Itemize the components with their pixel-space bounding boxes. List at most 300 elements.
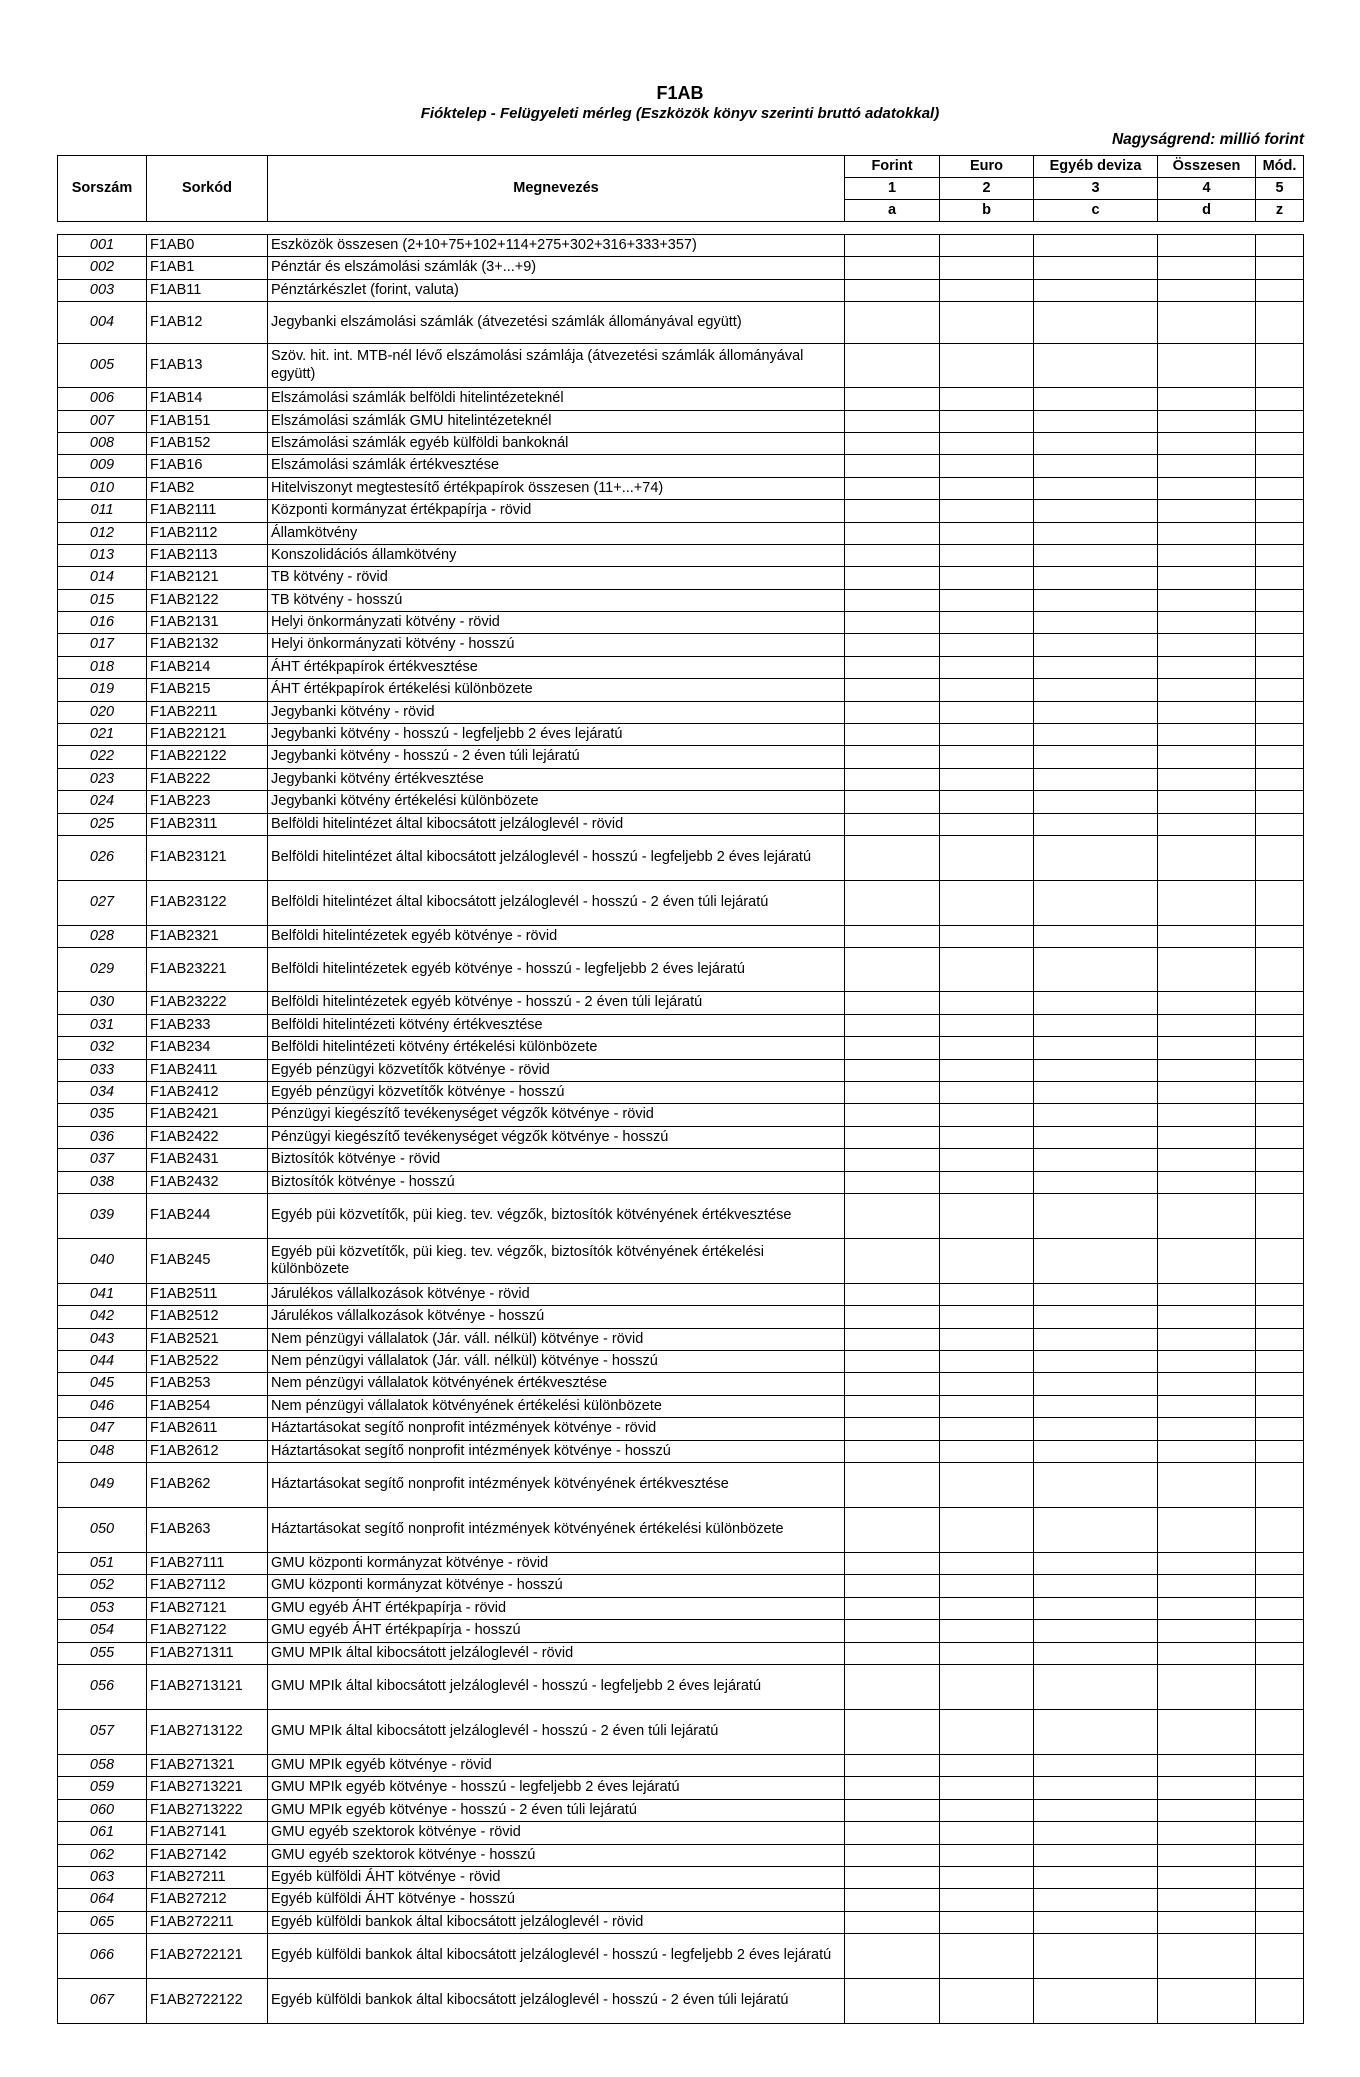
osszesen-cell[interactable] — [1158, 455, 1256, 477]
egyeb-deviza-cell[interactable] — [1034, 1553, 1158, 1575]
forint-cell[interactable] — [845, 257, 940, 279]
egyeb-deviza-cell[interactable] — [1034, 1889, 1158, 1911]
osszesen-cell[interactable] — [1158, 1799, 1256, 1821]
mod-cell[interactable] — [1256, 1754, 1304, 1776]
euro-cell[interactable] — [940, 1373, 1034, 1395]
euro-cell[interactable] — [940, 455, 1034, 477]
forint-cell[interactable] — [845, 302, 940, 344]
euro-cell[interactable] — [940, 679, 1034, 701]
osszesen-cell[interactable] — [1158, 1934, 1256, 1979]
osszesen-cell[interactable] — [1158, 522, 1256, 544]
euro-cell[interactable] — [940, 634, 1034, 656]
mod-cell[interactable] — [1256, 880, 1304, 925]
mod-cell[interactable] — [1256, 1979, 1304, 2024]
osszesen-cell[interactable] — [1158, 1014, 1256, 1036]
egyeb-deviza-cell[interactable] — [1034, 1171, 1158, 1193]
euro-cell[interactable] — [940, 1418, 1034, 1440]
euro-cell[interactable] — [940, 1754, 1034, 1776]
osszesen-cell[interactable] — [1158, 1126, 1256, 1148]
mod-cell[interactable] — [1256, 925, 1304, 947]
euro-cell[interactable] — [940, 1575, 1034, 1597]
mod-cell[interactable] — [1256, 432, 1304, 454]
egyeb-deviza-cell[interactable] — [1034, 522, 1158, 544]
forint-cell[interactable] — [845, 279, 940, 301]
egyeb-deviza-cell[interactable] — [1034, 1979, 1158, 2024]
mod-cell[interactable] — [1256, 455, 1304, 477]
mod-cell[interactable] — [1256, 992, 1304, 1014]
forint-cell[interactable] — [845, 948, 940, 992]
egyeb-deviza-cell[interactable] — [1034, 925, 1158, 947]
mod-cell[interactable] — [1256, 522, 1304, 544]
osszesen-cell[interactable] — [1158, 1395, 1256, 1417]
mod-cell[interactable] — [1256, 1059, 1304, 1081]
forint-cell[interactable] — [845, 1373, 940, 1395]
egyeb-deviza-cell[interactable] — [1034, 948, 1158, 992]
egyeb-deviza-cell[interactable] — [1034, 302, 1158, 344]
forint-cell[interactable] — [845, 1463, 940, 1508]
osszesen-cell[interactable] — [1158, 724, 1256, 746]
osszesen-cell[interactable] — [1158, 1575, 1256, 1597]
egyeb-deviza-cell[interactable] — [1034, 388, 1158, 410]
osszesen-cell[interactable] — [1158, 1911, 1256, 1933]
osszesen-cell[interactable] — [1158, 1037, 1256, 1059]
euro-cell[interactable] — [940, 257, 1034, 279]
egyeb-deviza-cell[interactable] — [1034, 1934, 1158, 1979]
osszesen-cell[interactable] — [1158, 1373, 1256, 1395]
osszesen-cell[interactable] — [1158, 1463, 1256, 1508]
mod-cell[interactable] — [1256, 1463, 1304, 1508]
mod-cell[interactable] — [1256, 544, 1304, 566]
euro-cell[interactable] — [940, 477, 1034, 499]
euro-cell[interactable] — [940, 235, 1034, 257]
mod-cell[interactable] — [1256, 1911, 1304, 1933]
mod-cell[interactable] — [1256, 567, 1304, 589]
egyeb-deviza-cell[interactable] — [1034, 477, 1158, 499]
forint-cell[interactable] — [845, 1664, 940, 1709]
mod-cell[interactable] — [1256, 679, 1304, 701]
osszesen-cell[interactable] — [1158, 1754, 1256, 1776]
euro-cell[interactable] — [940, 432, 1034, 454]
osszesen-cell[interactable] — [1158, 1620, 1256, 1642]
osszesen-cell[interactable] — [1158, 1553, 1256, 1575]
mod-cell[interactable] — [1256, 388, 1304, 410]
egyeb-deviza-cell[interactable] — [1034, 768, 1158, 790]
euro-cell[interactable] — [940, 1014, 1034, 1036]
osszesen-cell[interactable] — [1158, 1440, 1256, 1462]
mod-cell[interactable] — [1256, 1328, 1304, 1350]
osszesen-cell[interactable] — [1158, 746, 1256, 768]
mod-cell[interactable] — [1256, 302, 1304, 344]
forint-cell[interactable] — [845, 432, 940, 454]
mod-cell[interactable] — [1256, 500, 1304, 522]
mod-cell[interactable] — [1256, 1866, 1304, 1888]
osszesen-cell[interactable] — [1158, 1777, 1256, 1799]
osszesen-cell[interactable] — [1158, 1889, 1256, 1911]
osszesen-cell[interactable] — [1158, 410, 1256, 432]
forint-cell[interactable] — [845, 612, 940, 634]
egyeb-deviza-cell[interactable] — [1034, 1799, 1158, 1821]
egyeb-deviza-cell[interactable] — [1034, 746, 1158, 768]
egyeb-deviza-cell[interactable] — [1034, 1418, 1158, 1440]
mod-cell[interactable] — [1256, 701, 1304, 723]
forint-cell[interactable] — [845, 1889, 940, 1911]
mod-cell[interactable] — [1256, 1620, 1304, 1642]
egyeb-deviza-cell[interactable] — [1034, 1193, 1158, 1238]
euro-cell[interactable] — [940, 948, 1034, 992]
mod-cell[interactable] — [1256, 1642, 1304, 1664]
osszesen-cell[interactable] — [1158, 1642, 1256, 1664]
egyeb-deviza-cell[interactable] — [1034, 813, 1158, 835]
euro-cell[interactable] — [940, 1979, 1034, 2024]
osszesen-cell[interactable] — [1158, 500, 1256, 522]
egyeb-deviza-cell[interactable] — [1034, 1306, 1158, 1328]
mod-cell[interactable] — [1256, 1306, 1304, 1328]
egyeb-deviza-cell[interactable] — [1034, 701, 1158, 723]
osszesen-cell[interactable] — [1158, 1664, 1256, 1709]
mod-cell[interactable] — [1256, 1373, 1304, 1395]
mod-cell[interactable] — [1256, 612, 1304, 634]
euro-cell[interactable] — [940, 1463, 1034, 1508]
euro-cell[interactable] — [940, 1822, 1034, 1844]
forint-cell[interactable] — [845, 500, 940, 522]
mod-cell[interactable] — [1256, 279, 1304, 301]
osszesen-cell[interactable] — [1158, 1979, 1256, 2024]
forint-cell[interactable] — [845, 724, 940, 746]
euro-cell[interactable] — [940, 768, 1034, 790]
mod-cell[interactable] — [1256, 1418, 1304, 1440]
euro-cell[interactable] — [940, 522, 1034, 544]
mod-cell[interactable] — [1256, 634, 1304, 656]
mod-cell[interactable] — [1256, 1709, 1304, 1754]
mod-cell[interactable] — [1256, 1597, 1304, 1619]
egyeb-deviza-cell[interactable] — [1034, 679, 1158, 701]
forint-cell[interactable] — [845, 455, 940, 477]
mod-cell[interactable] — [1256, 1664, 1304, 1709]
euro-cell[interactable] — [940, 746, 1034, 768]
mod-cell[interactable] — [1256, 257, 1304, 279]
egyeb-deviza-cell[interactable] — [1034, 1777, 1158, 1799]
forint-cell[interactable] — [845, 1149, 940, 1171]
osszesen-cell[interactable] — [1158, 1351, 1256, 1373]
osszesen-cell[interactable] — [1158, 768, 1256, 790]
mod-cell[interactable] — [1256, 477, 1304, 499]
euro-cell[interactable] — [940, 1149, 1034, 1171]
euro-cell[interactable] — [940, 835, 1034, 880]
egyeb-deviza-cell[interactable] — [1034, 1463, 1158, 1508]
egyeb-deviza-cell[interactable] — [1034, 791, 1158, 813]
osszesen-cell[interactable] — [1158, 1866, 1256, 1888]
mod-cell[interactable] — [1256, 1126, 1304, 1148]
euro-cell[interactable] — [940, 544, 1034, 566]
egyeb-deviza-cell[interactable] — [1034, 1754, 1158, 1776]
euro-cell[interactable] — [940, 724, 1034, 746]
osszesen-cell[interactable] — [1158, 948, 1256, 992]
forint-cell[interactable] — [845, 835, 940, 880]
forint-cell[interactable] — [845, 522, 940, 544]
mod-cell[interactable] — [1256, 1081, 1304, 1103]
egyeb-deviza-cell[interactable] — [1034, 1283, 1158, 1305]
mod-cell[interactable] — [1256, 1171, 1304, 1193]
forint-cell[interactable] — [845, 679, 940, 701]
egyeb-deviza-cell[interactable] — [1034, 1508, 1158, 1553]
euro-cell[interactable] — [940, 1171, 1034, 1193]
osszesen-cell[interactable] — [1158, 344, 1256, 388]
euro-cell[interactable] — [940, 1911, 1034, 1933]
mod-cell[interactable] — [1256, 1440, 1304, 1462]
mod-cell[interactable] — [1256, 1149, 1304, 1171]
mod-cell[interactable] — [1256, 1193, 1304, 1238]
osszesen-cell[interactable] — [1158, 589, 1256, 611]
egyeb-deviza-cell[interactable] — [1034, 1575, 1158, 1597]
forint-cell[interactable] — [845, 1709, 940, 1754]
osszesen-cell[interactable] — [1158, 791, 1256, 813]
euro-cell[interactable] — [940, 1306, 1034, 1328]
egyeb-deviza-cell[interactable] — [1034, 612, 1158, 634]
euro-cell[interactable] — [940, 1193, 1034, 1238]
euro-cell[interactable] — [940, 1104, 1034, 1126]
osszesen-cell[interactable] — [1158, 1238, 1256, 1283]
egyeb-deviza-cell[interactable] — [1034, 1866, 1158, 1888]
osszesen-cell[interactable] — [1158, 634, 1256, 656]
euro-cell[interactable] — [940, 1553, 1034, 1575]
forint-cell[interactable] — [845, 813, 940, 835]
egyeb-deviza-cell[interactable] — [1034, 1238, 1158, 1283]
mod-cell[interactable] — [1256, 948, 1304, 992]
forint-cell[interactable] — [845, 544, 940, 566]
egyeb-deviza-cell[interactable] — [1034, 544, 1158, 566]
osszesen-cell[interactable] — [1158, 1193, 1256, 1238]
forint-cell[interactable] — [845, 1597, 940, 1619]
euro-cell[interactable] — [940, 612, 1034, 634]
osszesen-cell[interactable] — [1158, 567, 1256, 589]
osszesen-cell[interactable] — [1158, 432, 1256, 454]
mod-cell[interactable] — [1256, 768, 1304, 790]
mod-cell[interactable] — [1256, 656, 1304, 678]
forint-cell[interactable] — [845, 1104, 940, 1126]
mod-cell[interactable] — [1256, 1822, 1304, 1844]
euro-cell[interactable] — [940, 1395, 1034, 1417]
osszesen-cell[interactable] — [1158, 388, 1256, 410]
egyeb-deviza-cell[interactable] — [1034, 1059, 1158, 1081]
osszesen-cell[interactable] — [1158, 701, 1256, 723]
egyeb-deviza-cell[interactable] — [1034, 589, 1158, 611]
osszesen-cell[interactable] — [1158, 1822, 1256, 1844]
euro-cell[interactable] — [940, 1440, 1034, 1462]
egyeb-deviza-cell[interactable] — [1034, 1395, 1158, 1417]
euro-cell[interactable] — [940, 813, 1034, 835]
osszesen-cell[interactable] — [1158, 1149, 1256, 1171]
forint-cell[interactable] — [845, 1911, 940, 1933]
euro-cell[interactable] — [940, 500, 1034, 522]
osszesen-cell[interactable] — [1158, 1508, 1256, 1553]
euro-cell[interactable] — [940, 1889, 1034, 1911]
euro-cell[interactable] — [940, 1620, 1034, 1642]
forint-cell[interactable] — [845, 1283, 940, 1305]
egyeb-deviza-cell[interactable] — [1034, 1104, 1158, 1126]
euro-cell[interactable] — [940, 1508, 1034, 1553]
mod-cell[interactable] — [1256, 1395, 1304, 1417]
forint-cell[interactable] — [845, 1081, 940, 1103]
egyeb-deviza-cell[interactable] — [1034, 500, 1158, 522]
mod-cell[interactable] — [1256, 835, 1304, 880]
euro-cell[interactable] — [940, 589, 1034, 611]
egyeb-deviza-cell[interactable] — [1034, 1014, 1158, 1036]
forint-cell[interactable] — [845, 1395, 940, 1417]
forint-cell[interactable] — [845, 235, 940, 257]
euro-cell[interactable] — [940, 880, 1034, 925]
forint-cell[interactable] — [845, 1844, 940, 1866]
euro-cell[interactable] — [940, 925, 1034, 947]
forint-cell[interactable] — [845, 410, 940, 432]
forint-cell[interactable] — [845, 1508, 940, 1553]
forint-cell[interactable] — [845, 1934, 940, 1979]
mod-cell[interactable] — [1256, 1037, 1304, 1059]
forint-cell[interactable] — [845, 1193, 940, 1238]
mod-cell[interactable] — [1256, 724, 1304, 746]
mod-cell[interactable] — [1256, 1238, 1304, 1283]
osszesen-cell[interactable] — [1158, 656, 1256, 678]
mod-cell[interactable] — [1256, 1844, 1304, 1866]
euro-cell[interactable] — [940, 1642, 1034, 1664]
egyeb-deviza-cell[interactable] — [1034, 992, 1158, 1014]
euro-cell[interactable] — [940, 791, 1034, 813]
mod-cell[interactable] — [1256, 746, 1304, 768]
egyeb-deviza-cell[interactable] — [1034, 257, 1158, 279]
euro-cell[interactable] — [940, 1283, 1034, 1305]
egyeb-deviza-cell[interactable] — [1034, 1081, 1158, 1103]
forint-cell[interactable] — [845, 477, 940, 499]
mod-cell[interactable] — [1256, 813, 1304, 835]
forint-cell[interactable] — [845, 1238, 940, 1283]
egyeb-deviza-cell[interactable] — [1034, 279, 1158, 301]
euro-cell[interactable] — [940, 656, 1034, 678]
osszesen-cell[interactable] — [1158, 1283, 1256, 1305]
forint-cell[interactable] — [845, 1822, 940, 1844]
euro-cell[interactable] — [940, 1351, 1034, 1373]
osszesen-cell[interactable] — [1158, 612, 1256, 634]
egyeb-deviza-cell[interactable] — [1034, 1597, 1158, 1619]
euro-cell[interactable] — [940, 701, 1034, 723]
egyeb-deviza-cell[interactable] — [1034, 1328, 1158, 1350]
forint-cell[interactable] — [845, 344, 940, 388]
osszesen-cell[interactable] — [1158, 1081, 1256, 1103]
forint-cell[interactable] — [845, 746, 940, 768]
mod-cell[interactable] — [1256, 1508, 1304, 1553]
forint-cell[interactable] — [845, 1014, 940, 1036]
egyeb-deviza-cell[interactable] — [1034, 1642, 1158, 1664]
forint-cell[interactable] — [845, 1575, 940, 1597]
euro-cell[interactable] — [940, 1866, 1034, 1888]
osszesen-cell[interactable] — [1158, 257, 1256, 279]
osszesen-cell[interactable] — [1158, 279, 1256, 301]
forint-cell[interactable] — [845, 567, 940, 589]
egyeb-deviza-cell[interactable] — [1034, 1709, 1158, 1754]
forint-cell[interactable] — [845, 1620, 940, 1642]
egyeb-deviza-cell[interactable] — [1034, 1911, 1158, 1933]
forint-cell[interactable] — [845, 791, 940, 813]
egyeb-deviza-cell[interactable] — [1034, 432, 1158, 454]
forint-cell[interactable] — [845, 1642, 940, 1664]
mod-cell[interactable] — [1256, 589, 1304, 611]
egyeb-deviza-cell[interactable] — [1034, 344, 1158, 388]
euro-cell[interactable] — [940, 1328, 1034, 1350]
euro-cell[interactable] — [940, 410, 1034, 432]
egyeb-deviza-cell[interactable] — [1034, 880, 1158, 925]
mod-cell[interactable] — [1256, 1799, 1304, 1821]
osszesen-cell[interactable] — [1158, 1597, 1256, 1619]
osszesen-cell[interactable] — [1158, 1844, 1256, 1866]
egyeb-deviza-cell[interactable] — [1034, 724, 1158, 746]
mod-cell[interactable] — [1256, 235, 1304, 257]
mod-cell[interactable] — [1256, 1553, 1304, 1575]
egyeb-deviza-cell[interactable] — [1034, 235, 1158, 257]
forint-cell[interactable] — [845, 1799, 940, 1821]
euro-cell[interactable] — [940, 1126, 1034, 1148]
forint-cell[interactable] — [845, 1059, 940, 1081]
osszesen-cell[interactable] — [1158, 679, 1256, 701]
egyeb-deviza-cell[interactable] — [1034, 455, 1158, 477]
egyeb-deviza-cell[interactable] — [1034, 567, 1158, 589]
mod-cell[interactable] — [1256, 1283, 1304, 1305]
euro-cell[interactable] — [940, 1059, 1034, 1081]
egyeb-deviza-cell[interactable] — [1034, 1149, 1158, 1171]
forint-cell[interactable] — [845, 1306, 940, 1328]
forint-cell[interactable] — [845, 1440, 940, 1462]
forint-cell[interactable] — [845, 1171, 940, 1193]
euro-cell[interactable] — [940, 1664, 1034, 1709]
egyeb-deviza-cell[interactable] — [1034, 1620, 1158, 1642]
osszesen-cell[interactable] — [1158, 235, 1256, 257]
forint-cell[interactable] — [845, 992, 940, 1014]
egyeb-deviza-cell[interactable] — [1034, 1351, 1158, 1373]
osszesen-cell[interactable] — [1158, 813, 1256, 835]
forint-cell[interactable] — [845, 1754, 940, 1776]
mod-cell[interactable] — [1256, 410, 1304, 432]
mod-cell[interactable] — [1256, 344, 1304, 388]
osszesen-cell[interactable] — [1158, 992, 1256, 1014]
egyeb-deviza-cell[interactable] — [1034, 1373, 1158, 1395]
euro-cell[interactable] — [940, 1844, 1034, 1866]
forint-cell[interactable] — [845, 1126, 940, 1148]
euro-cell[interactable] — [940, 1597, 1034, 1619]
forint-cell[interactable] — [845, 1328, 940, 1350]
mod-cell[interactable] — [1256, 1934, 1304, 1979]
forint-cell[interactable] — [845, 925, 940, 947]
forint-cell[interactable] — [845, 656, 940, 678]
euro-cell[interactable] — [940, 1934, 1034, 1979]
egyeb-deviza-cell[interactable] — [1034, 1664, 1158, 1709]
forint-cell[interactable] — [845, 1037, 940, 1059]
osszesen-cell[interactable] — [1158, 477, 1256, 499]
mod-cell[interactable] — [1256, 791, 1304, 813]
egyeb-deviza-cell[interactable] — [1034, 1440, 1158, 1462]
forint-cell[interactable] — [845, 1351, 940, 1373]
forint-cell[interactable] — [845, 1979, 940, 2024]
forint-cell[interactable] — [845, 1418, 940, 1440]
egyeb-deviza-cell[interactable] — [1034, 634, 1158, 656]
forint-cell[interactable] — [845, 634, 940, 656]
euro-cell[interactable] — [940, 388, 1034, 410]
mod-cell[interactable] — [1256, 1777, 1304, 1799]
egyeb-deviza-cell[interactable] — [1034, 835, 1158, 880]
egyeb-deviza-cell[interactable] — [1034, 410, 1158, 432]
osszesen-cell[interactable] — [1158, 1104, 1256, 1126]
mod-cell[interactable] — [1256, 1104, 1304, 1126]
egyeb-deviza-cell[interactable] — [1034, 656, 1158, 678]
osszesen-cell[interactable] — [1158, 925, 1256, 947]
mod-cell[interactable] — [1256, 1014, 1304, 1036]
forint-cell[interactable] — [845, 1553, 940, 1575]
